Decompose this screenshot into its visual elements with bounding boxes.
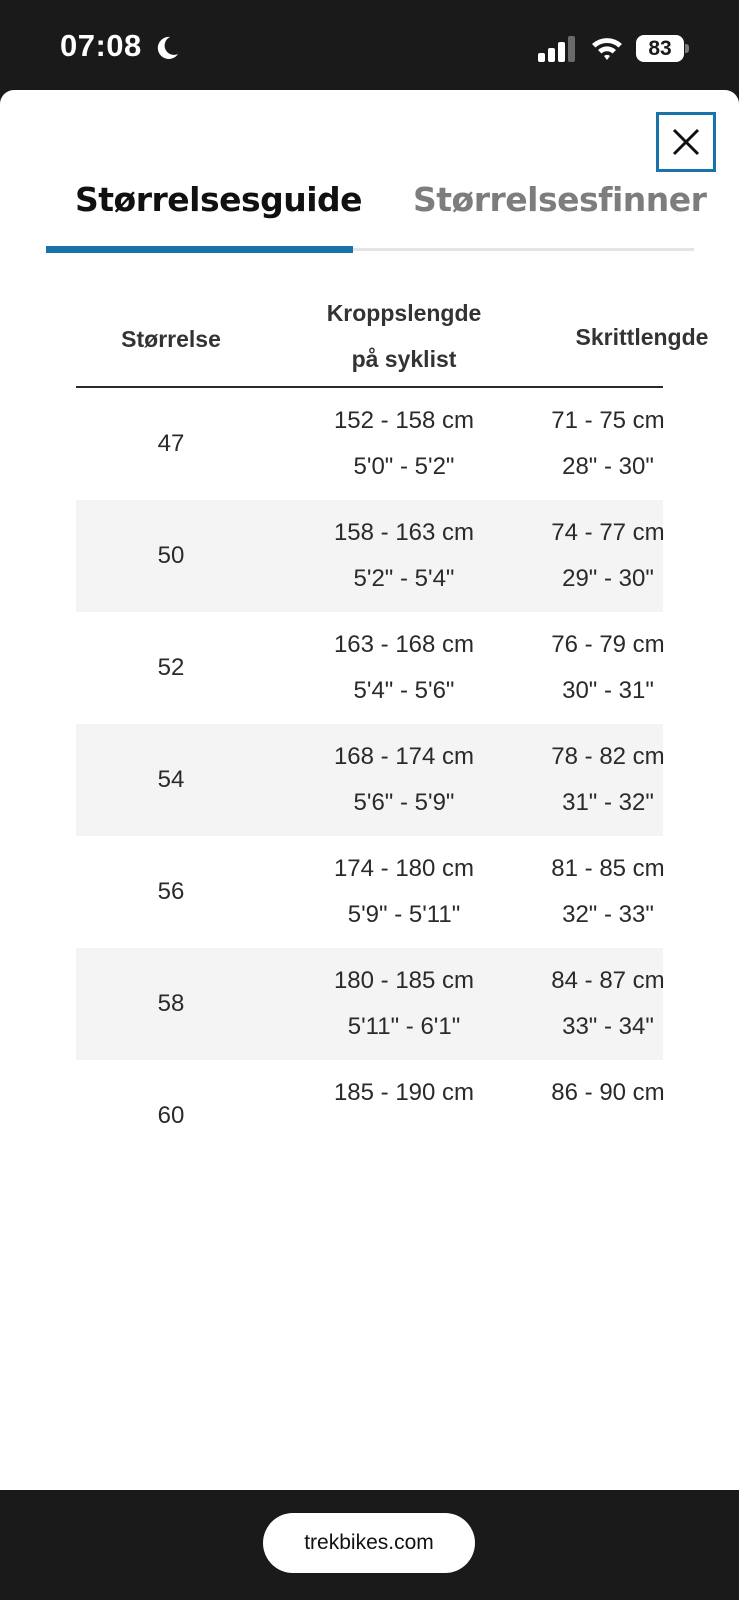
cell-size: 56 (157, 878, 185, 905)
cell-inseam-cm: 81 - 85 cm (551, 855, 665, 882)
cell-inseam (508, 622, 708, 714)
status-time: 07:08 (60, 28, 142, 63)
battery-level: 83 (636, 35, 684, 62)
cell-body-in: 5'6" - 5'9" (353, 789, 455, 816)
cell-inseam (508, 846, 708, 938)
table-row (76, 724, 663, 836)
battery-tip (685, 44, 689, 53)
cell-inseam-cm: 84 - 87 cm (551, 967, 665, 994)
close-icon (671, 127, 701, 157)
cell-inseam-in: 32" - 33" (562, 901, 654, 928)
cell-body-length (266, 846, 542, 938)
cell-inseam-cm: 76 - 79 cm (551, 631, 665, 658)
table-header (76, 290, 709, 388)
battery-icon (636, 35, 688, 62)
cell-body-in: 5'0" - 5'2" (353, 453, 455, 480)
column-header-size: Størrelse (121, 326, 221, 352)
column-header-body-line1: Kroppslengde (326, 300, 482, 326)
size-guide-dialog (0, 90, 739, 1490)
tab-size-guide[interactable]: Størrelsesguide (75, 180, 363, 219)
cell-inseam-in: 33" - 34" (562, 1013, 654, 1040)
table-row (76, 388, 663, 500)
cell-size: 60 (157, 1102, 185, 1129)
table-row (76, 948, 663, 1060)
column-header-body-length (266, 290, 542, 382)
table-row (76, 500, 663, 612)
cell-body-in: 5'9" - 5'11" (347, 901, 461, 928)
cell-inseam-in: 30" - 31" (562, 677, 654, 704)
cell-body-in: 5'11" - 6'1" (347, 1013, 461, 1040)
cell-inseam (508, 958, 708, 1050)
cell-body-length (266, 510, 542, 602)
cell-body-cm: 174 - 180 cm (333, 855, 475, 882)
tab-size-finder[interactable]: Størrelsesfinner (413, 180, 707, 219)
moon-icon (154, 35, 180, 61)
cell-body-cm: 152 - 158 cm (333, 407, 475, 434)
cell-inseam-in: 28" - 30" (562, 453, 654, 480)
cellular-signal-icon (538, 36, 578, 62)
cell-body-length (266, 958, 542, 1050)
close-button[interactable] (656, 112, 716, 172)
cell-body-cm: 158 - 163 cm (333, 519, 475, 546)
column-header-body-line2: på syklist (351, 346, 457, 372)
cell-inseam (508, 510, 708, 602)
cell-inseam-in: 31" - 32" (562, 789, 654, 816)
cell-inseam-cm: 74 - 77 cm (551, 519, 665, 546)
wifi-icon (590, 34, 624, 62)
table-row (76, 1060, 663, 1172)
size-table (76, 290, 709, 1172)
cell-size: 58 (157, 990, 185, 1017)
cell-body-length (266, 398, 542, 490)
cell-body-cm: 185 - 190 cm (333, 1079, 475, 1106)
cell-inseam-cm: 78 - 82 cm (551, 743, 665, 770)
cell-size: 47 (157, 430, 185, 457)
cell-inseam-cm: 71 - 75 cm (551, 407, 665, 434)
cell-inseam (508, 734, 708, 826)
cell-body-cm: 168 - 174 cm (333, 743, 475, 770)
table-row (76, 612, 663, 724)
active-tab-indicator (46, 246, 353, 253)
column-header-inseam: Skrittlengde (575, 324, 709, 350)
address-bar-url: trekbikes.com (304, 1531, 434, 1554)
cell-inseam (508, 398, 708, 490)
size-table-scroll[interactable] (0, 290, 739, 1214)
cell-size: 54 (157, 766, 185, 793)
cell-body-in: 5'4" - 5'6" (353, 677, 455, 704)
cell-body-in: 5'2" - 5'4" (353, 565, 455, 592)
cell-inseam-in: 29" - 30" (562, 565, 654, 592)
cell-body-cm: 163 - 168 cm (333, 631, 475, 658)
cell-body-cm: 180 - 185 cm (333, 967, 475, 994)
cell-inseam-cm: 86 - 90 cm (551, 1079, 665, 1106)
cell-size: 52 (157, 654, 185, 681)
cell-inseam (508, 1070, 708, 1116)
address-bar[interactable] (263, 1513, 475, 1573)
cell-body-length (266, 734, 542, 826)
status-bar (0, 0, 739, 90)
cell-body-length (266, 622, 542, 714)
cell-body-length (266, 1070, 542, 1116)
cell-size: 50 (157, 542, 185, 569)
table-row (76, 836, 663, 948)
